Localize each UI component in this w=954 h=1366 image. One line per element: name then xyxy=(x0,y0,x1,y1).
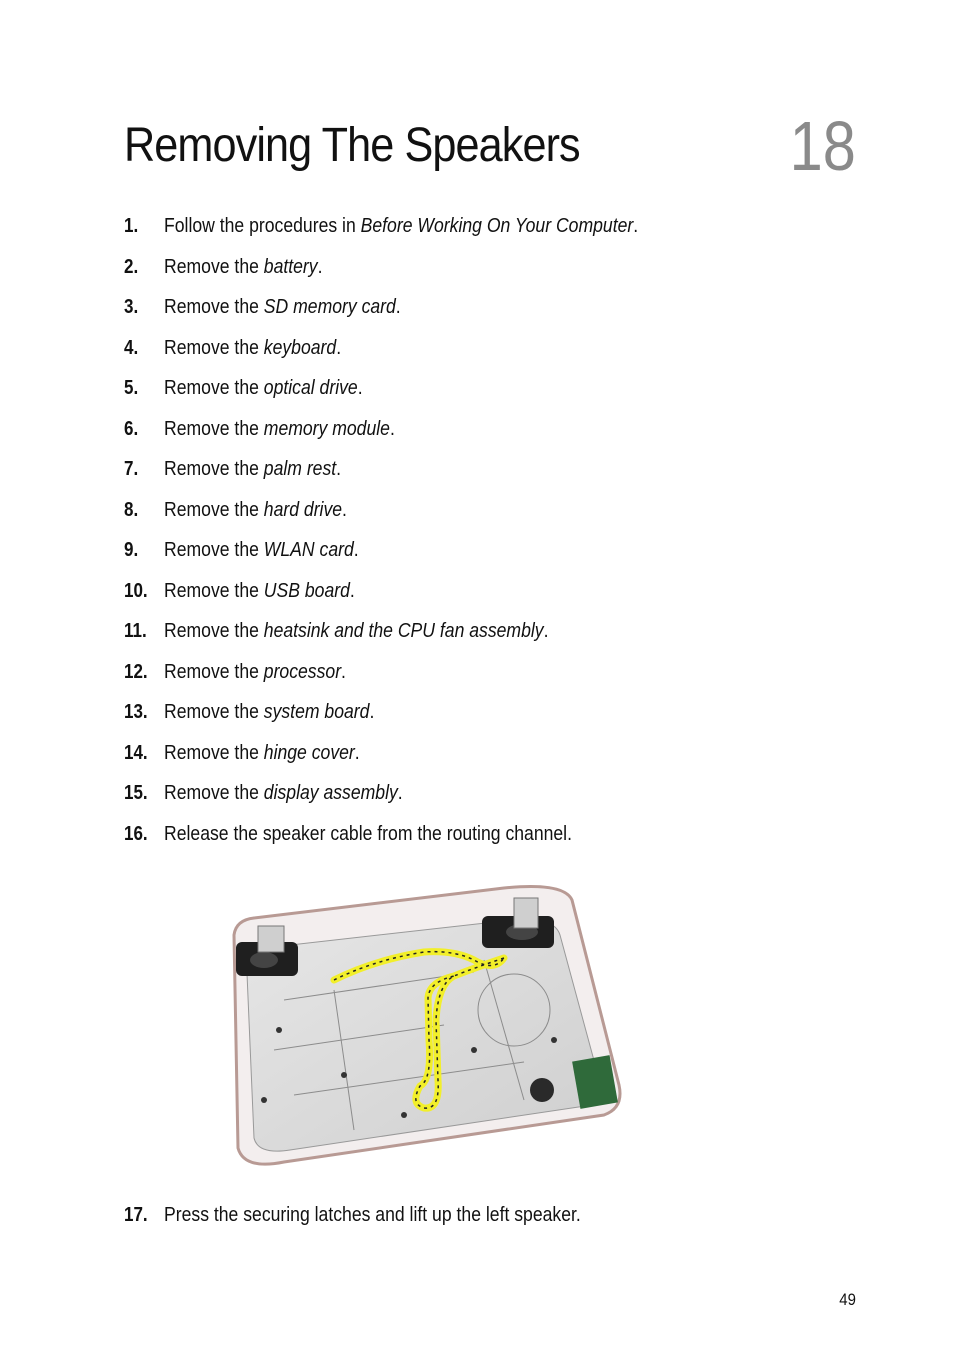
step-text: Remove the processor. xyxy=(164,660,346,683)
step-link[interactable]: heatsink and the CPU fan assembly xyxy=(263,620,544,642)
step-number: 14. xyxy=(124,741,148,764)
step-item xyxy=(124,453,844,494)
step-link[interactable]: WLAN card xyxy=(263,539,354,561)
step-number: 15. xyxy=(124,782,148,804)
step-item xyxy=(124,332,844,373)
step-link[interactable]: Before Working On Your Computer xyxy=(360,215,634,237)
step-link[interactable]: optical drive xyxy=(263,377,358,399)
step-number: 9. xyxy=(124,539,139,561)
step-number: 12. xyxy=(124,660,148,683)
step-number: 17. xyxy=(124,1204,148,1226)
step-text: Remove the SD memory card. xyxy=(164,296,401,318)
step-link[interactable]: hard drive xyxy=(263,498,343,521)
step-text: Remove the system board. xyxy=(164,701,375,723)
step-number: 8. xyxy=(124,498,139,521)
step-item xyxy=(124,494,844,535)
step-number: 5. xyxy=(124,377,139,399)
step-item xyxy=(124,575,844,616)
step-item xyxy=(124,251,844,292)
step-link[interactable]: SD memory card xyxy=(263,296,396,318)
step-text: Remove the memory module. xyxy=(164,417,395,440)
step-text: Follow the procedures in Before Working On Your Computer. xyxy=(164,215,639,237)
left-hinge xyxy=(258,926,284,952)
step-number: 11. xyxy=(124,620,147,642)
page-title: Removing The Speakers xyxy=(124,119,580,172)
step-number: 10. xyxy=(124,579,148,602)
step-text: Release the speaker cable from the routing channel. xyxy=(164,822,572,845)
step-item xyxy=(124,818,844,859)
step-link[interactable]: battery xyxy=(263,255,318,278)
procedure-steps xyxy=(124,210,844,858)
page-number: 49 xyxy=(839,1290,856,1309)
step-number: 16. xyxy=(124,822,148,845)
step-item xyxy=(124,372,844,413)
step-number: 4. xyxy=(124,336,139,359)
step-text: Remove the hard drive. xyxy=(164,498,347,521)
step-link[interactable]: hinge cover xyxy=(263,741,355,764)
step-link[interactable]: palm rest xyxy=(263,458,337,480)
step-text: Press the securing latches and lift up the left speaker. xyxy=(164,1204,581,1226)
step-item xyxy=(124,413,844,454)
step-item xyxy=(124,1199,844,1240)
step-text: Remove the USB board. xyxy=(164,579,355,602)
chassis-cable-figure xyxy=(224,880,624,1172)
step-number: 2. xyxy=(124,255,139,278)
step-item xyxy=(124,291,844,332)
step-text: Remove the WLAN card. xyxy=(164,539,359,561)
step-number: 6. xyxy=(124,417,139,440)
step-text: Remove the display assembly. xyxy=(164,782,403,804)
step-link[interactable]: keyboard xyxy=(263,336,337,359)
step-text: Remove the palm rest. xyxy=(164,458,342,480)
step-number: 3. xyxy=(124,296,139,318)
step-text: Remove the keyboard. xyxy=(164,336,342,359)
step-link[interactable]: processor xyxy=(263,660,342,683)
right-hinge xyxy=(514,898,538,928)
step-item xyxy=(124,696,844,737)
step-link[interactable]: memory module xyxy=(263,417,390,440)
step-text: Remove the optical drive. xyxy=(164,377,363,399)
step-text: Remove the heatsink and the CPU fan assembly. xyxy=(164,620,549,642)
step-link[interactable]: USB board xyxy=(263,579,350,602)
chapter-number: 18 xyxy=(789,107,856,185)
step-item xyxy=(124,777,844,818)
step-link[interactable]: display assembly xyxy=(263,782,398,804)
step-item xyxy=(124,615,844,656)
step-number: 13. xyxy=(124,701,148,723)
step-text: Remove the hinge cover. xyxy=(164,741,360,764)
step-item xyxy=(124,534,844,575)
step-link[interactable]: system board xyxy=(263,701,370,723)
step-number: 7. xyxy=(124,458,139,480)
step-text: Remove the battery. xyxy=(164,255,323,278)
step-item xyxy=(124,210,844,251)
step-item xyxy=(124,737,844,778)
step-number: 1. xyxy=(124,215,139,237)
step-item xyxy=(124,656,844,697)
